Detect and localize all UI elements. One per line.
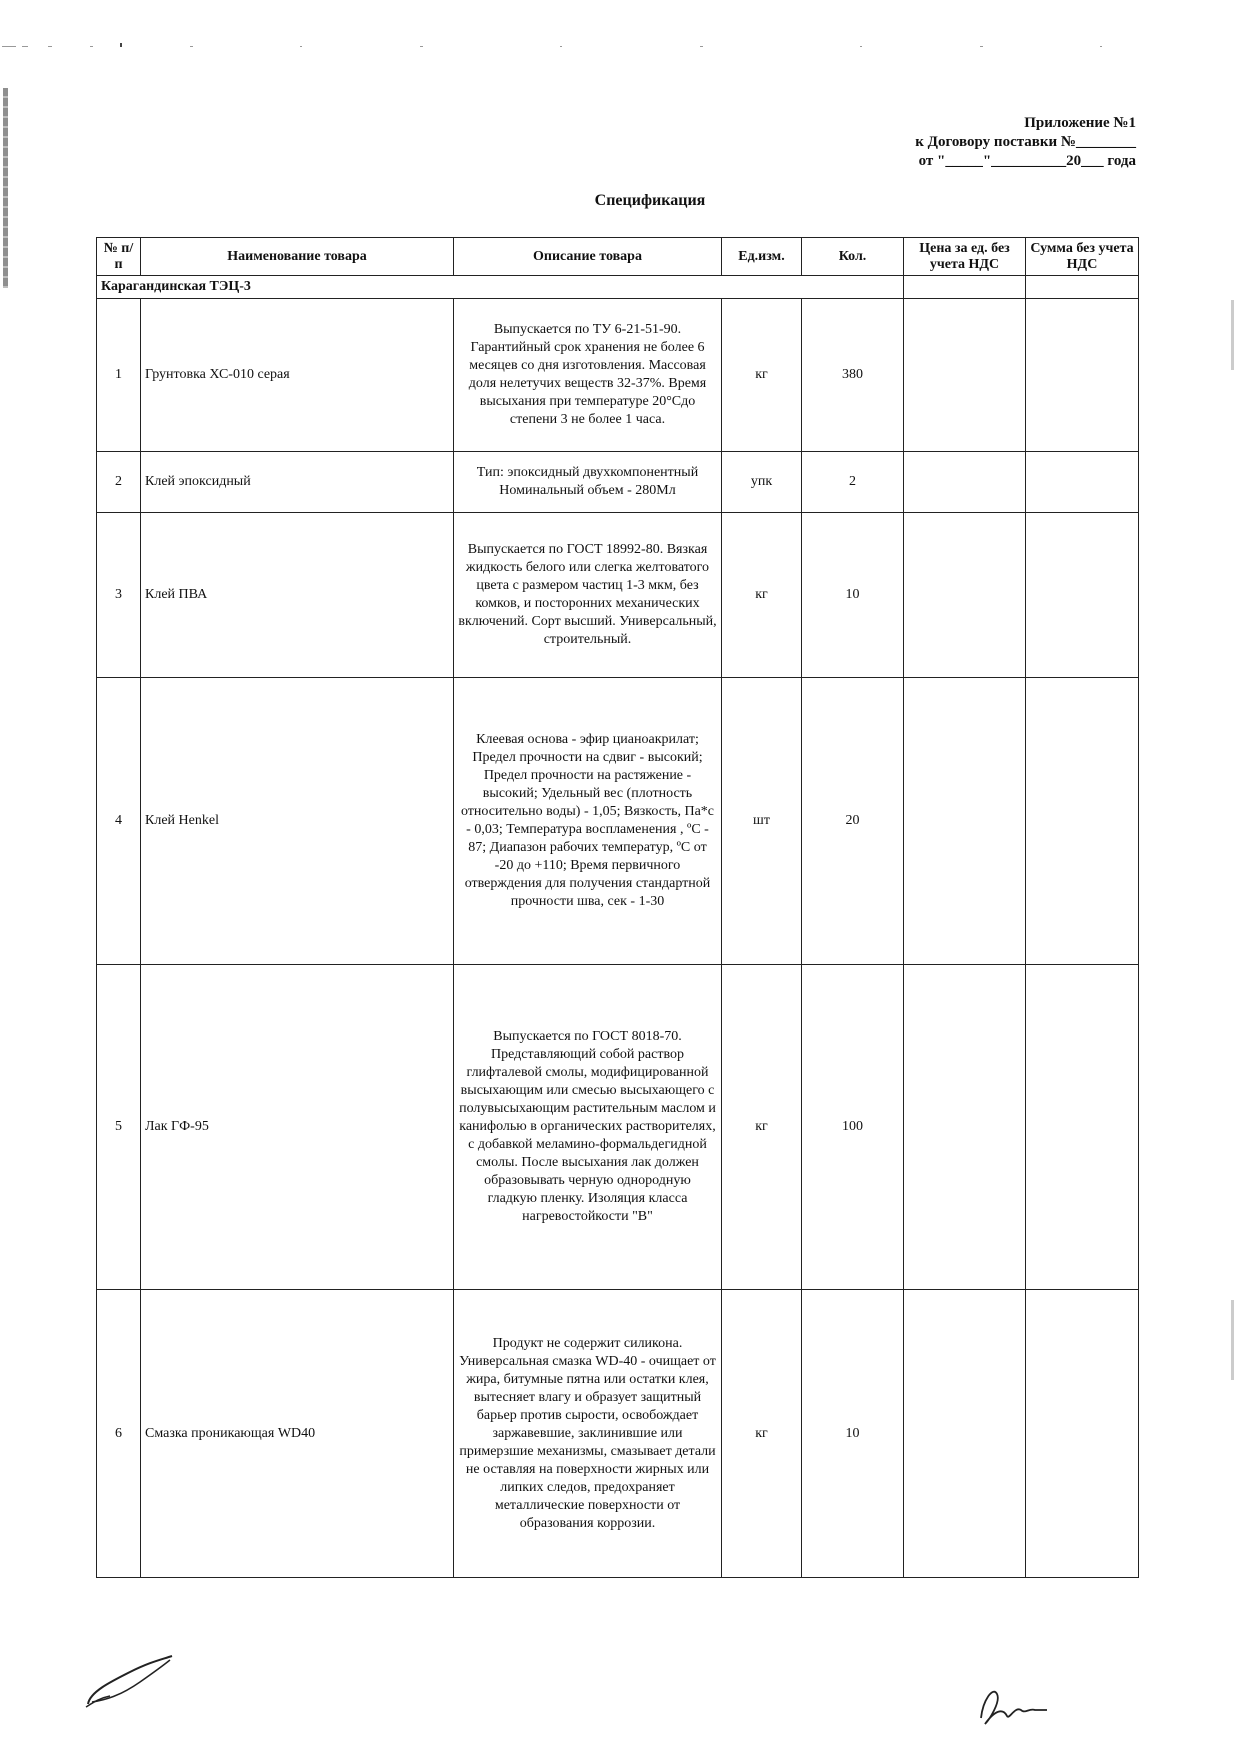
row-unit: кг (722, 513, 802, 678)
row-sum (1026, 299, 1139, 452)
scan-right-mark (1231, 1300, 1234, 1380)
row-num: 3 (97, 513, 141, 678)
row-sum (1026, 965, 1139, 1290)
row-price (904, 1290, 1026, 1578)
header-description: Описание товара (454, 238, 722, 276)
header-num: № п/п (97, 238, 141, 276)
signature-right (975, 1680, 1065, 1730)
row-sum (1026, 678, 1139, 965)
row-price (904, 513, 1026, 678)
row-unit: шт (722, 678, 802, 965)
row-name: Лак ГФ-95 (141, 965, 454, 1290)
row-name: Смазка проникающая WD40 (141, 1290, 454, 1578)
header-price: Цена за ед. без учета НДС (904, 238, 1026, 276)
row-name: Клей Henkel (141, 678, 454, 965)
row-sum (1026, 1290, 1139, 1578)
row-price (904, 452, 1026, 513)
row-price (904, 965, 1026, 1290)
row-num: 4 (97, 678, 141, 965)
row-sum (1026, 513, 1139, 678)
table-row (97, 678, 1139, 965)
table-header-row (97, 238, 1139, 276)
row-qty: 20 (802, 678, 904, 965)
row-name: Клей ПВА (141, 513, 454, 678)
specification-table (96, 237, 1139, 1578)
row-description: Выпускается по ГОСТ 8018-70. Представляющий собой раствор глифталевой смолы, модифицированной высыхающим или смесью высыхающего с полувысыхающим растительным маслом и канифолью в органических растворителях, с добавкой меламино-формальдегидной смолы. После высыхания лак должен образовывать черную однородную гладкую пленку. Изоляция класса нагревостойкости "В" (454, 965, 722, 1290)
row-name: Клей эпоксидный (141, 452, 454, 513)
scan-right-mark (1231, 300, 1234, 370)
section-row (97, 276, 1139, 299)
row-description: Продукт не содержит силикона. Универсальная смазка WD-40 - очищает от жира, битумные пятна или остатки клея, вытесняет влагу и образует защитный барьер против сырости, освобождает заржавевшие, заклинившие или примерзшие механизмы, смазывает детали не оставляя на поверхности жирных или липких следов, предохраняет металлические поверхности от образования коррозии. (454, 1290, 722, 1578)
row-description: Тип: эпоксидный двухкомпонентный Номинальный объем - 280Мл (454, 452, 722, 513)
table-row (97, 452, 1139, 513)
row-price (904, 299, 1026, 452)
row-num: 5 (97, 965, 141, 1290)
section-price-cell (904, 276, 1026, 299)
scan-left-bar (3, 88, 8, 288)
row-num: 1 (97, 299, 141, 452)
header-unit: Ед.изм. (722, 238, 802, 276)
row-num: 6 (97, 1290, 141, 1578)
row-name: Грунтовка ХС-010 серая (141, 299, 454, 452)
header-sum: Сумма без учета НДС (1026, 238, 1139, 276)
row-description: Выпускается по ТУ 6-21-51-90. Гарантийный срок хранения не более 6 месяцев со дня изготовления. Массовая доля нелетучих веществ 32-37%. Время высыхания при температуре 20°Сдо степени 3 не более 1 часа. (454, 299, 722, 452)
row-qty: 380 (802, 299, 904, 452)
row-num: 2 (97, 452, 141, 513)
row-unit: кг (722, 965, 802, 1290)
section-title: Карагандинская ТЭЦ-3 (97, 276, 904, 299)
row-unit: упк (722, 452, 802, 513)
table-row (97, 1290, 1139, 1578)
row-qty: 100 (802, 965, 904, 1290)
table-row (97, 965, 1139, 1290)
appendix-line-1: Приложение №1 (1024, 115, 1136, 131)
row-qty: 10 (802, 1290, 904, 1578)
appendix-line-3: от "_____"__________20___ года (918, 153, 1136, 169)
row-unit: кг (722, 299, 802, 452)
row-description: Выпускается по ГОСТ 18992-80. Вязкая жидкость белого или слегка желтоватого цвета с размером частиц 1-3 мкм, без комков, и посторонних механических включений. Сорт высший. Универсальный, строительный. (454, 513, 722, 678)
section-sum-cell (1026, 276, 1139, 299)
header-name: Наименование товара (141, 238, 454, 276)
row-price (904, 678, 1026, 965)
row-sum (1026, 452, 1139, 513)
signature-left (80, 1652, 180, 1712)
row-description: Клеевая основа - эфир цианоакрилат; Предел прочности на сдвиг - высокий; Предел прочности на растяжение - высокий; Удельный вес (плотность относительно воды) - 1,05; Вязкость, Па*с - 0,03; Температура воспламенения , ºС - 87; Диапазон рабочих температур, ºС от -20 до +110; Время первичного отверждения для получения стандартной прочности шва, сек - 1-30 (454, 678, 722, 965)
row-unit: кг (722, 1290, 802, 1578)
row-qty: 10 (802, 513, 904, 678)
table-row (97, 513, 1139, 678)
header-qty: Кол. (802, 238, 904, 276)
table-row (97, 299, 1139, 452)
appendix-line-2: к Договору поставки №________ (915, 134, 1136, 150)
row-qty: 2 (802, 452, 904, 513)
scan-edge-marks (0, 46, 1240, 52)
appendix-header (856, 114, 1136, 171)
document-title: Спецификация (594, 192, 706, 209)
